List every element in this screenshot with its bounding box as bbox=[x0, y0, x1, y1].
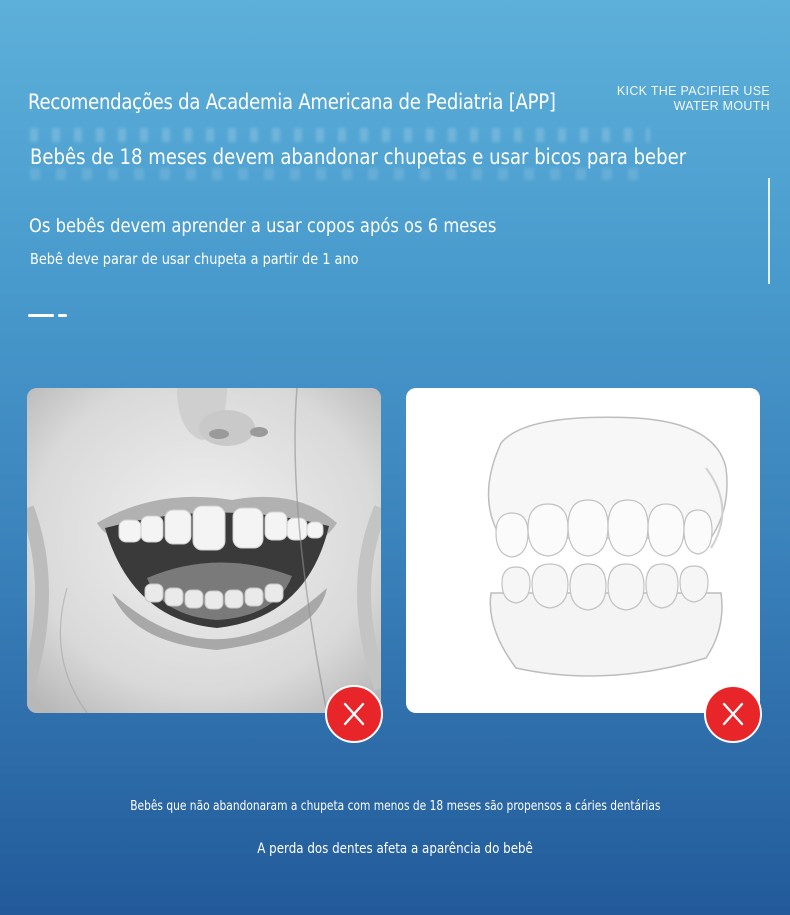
tagline-line-1: KICK THE PACIFIER USE bbox=[616, 84, 770, 98]
lead-recommendation: Bebês de 18 meses devem abandonar chupetas e usar bicos para beber bbox=[30, 145, 687, 169]
decorative-blur-text bbox=[30, 128, 650, 142]
decorative-blur-text bbox=[30, 168, 650, 180]
vertical-divider bbox=[768, 178, 770, 284]
accent-dot bbox=[58, 314, 67, 317]
tagline-line-2: WATER MOUTH bbox=[673, 99, 770, 113]
caries-warning-note bbox=[0, 799, 790, 814]
child-smile-photo bbox=[27, 388, 381, 713]
tagline bbox=[617, 84, 770, 114]
wrong-x-icon bbox=[325, 685, 383, 743]
dental-model-image bbox=[406, 388, 760, 713]
accent-dash bbox=[28, 314, 54, 317]
child-smile-illustration bbox=[27, 388, 381, 713]
appearance-note bbox=[0, 841, 790, 857]
appearance-text: A perda dos dentes afeta a aparência do bebê bbox=[257, 841, 533, 857]
wrong-x-icon bbox=[704, 685, 762, 743]
caries-warning-text: Bebês que não abandonaram a chupeta com menos de 18 meses são propensos a cáries dentárias bbox=[129, 799, 661, 814]
dental-model-illustration bbox=[406, 388, 760, 713]
recommendation-cups: Os bebês devem aprender a usar copos após os 6 meses bbox=[29, 215, 497, 237]
recommendation-pacifier: Bebê deve parar de usar chupeta a partir de 1 ano bbox=[30, 250, 359, 268]
page-title: Recomendações da Academia Americana de Pediatria [APP] bbox=[28, 90, 556, 114]
